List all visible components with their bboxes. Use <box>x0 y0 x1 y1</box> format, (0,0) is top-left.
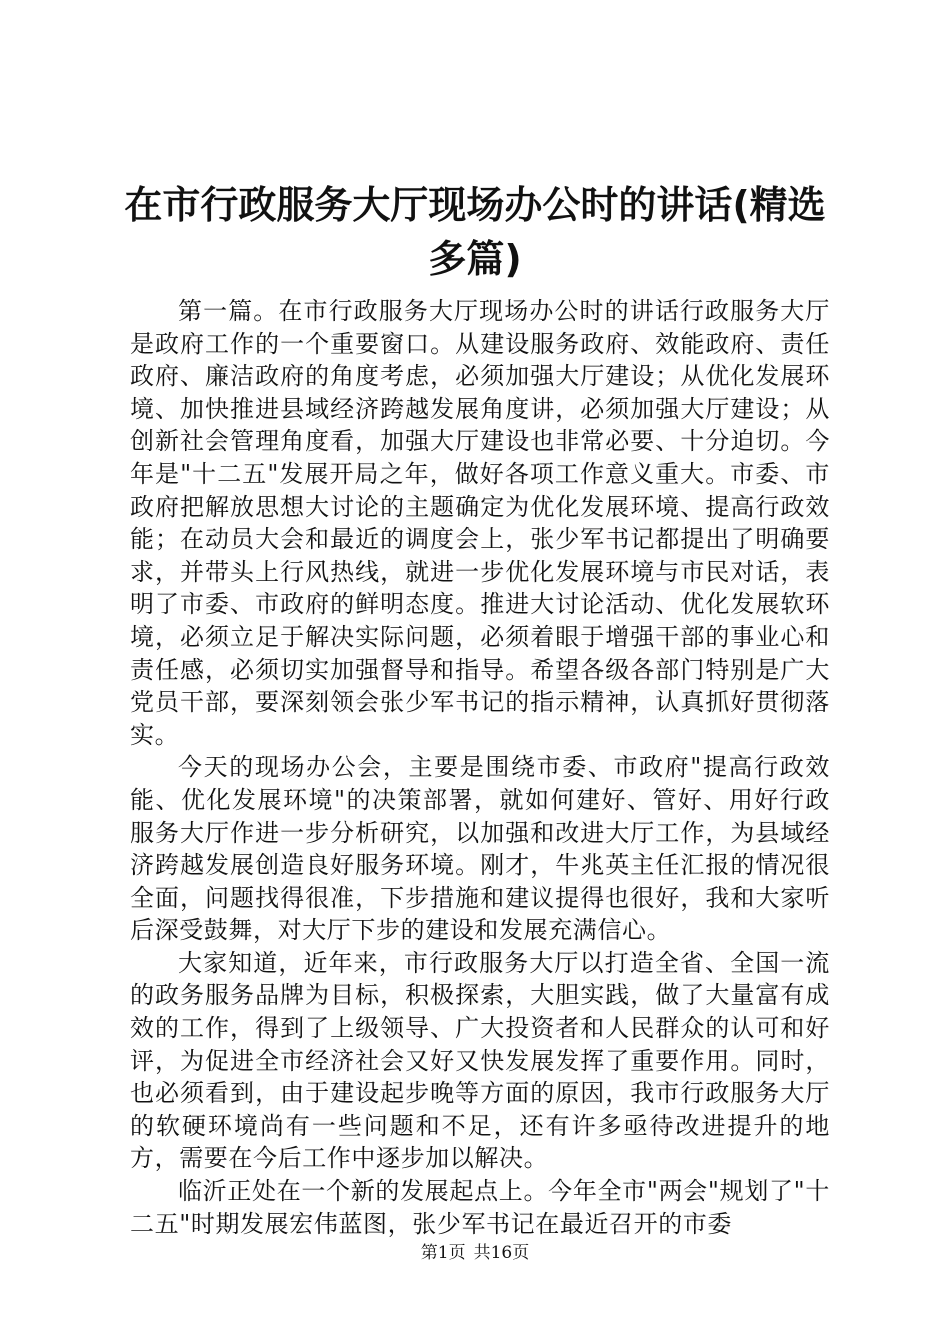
page-footer <box>0 1242 950 1264</box>
page-number: 第1页 <box>420 1243 466 1263</box>
paragraph-1: 第一篇。在市行政服务大厅现场办公时的讲话行政服务大厅是政府工作的一个重要窗口。从建设服务政府、效能政府、责任政府、廉洁政府的角度考虑，必须加强大厅建设；从优化发展环境、加快推进县域经济跨越发展角度讲，必须加强大厅建设；从创新社会管理角度看，加强大厅建设也非常必要、十分迫切。今年是"十二五"发展开局之年，做好各项工作意义重大。市委、市政府把解放思想大讨论的主题确定为优化发展环境、提高行政效能；在动员大会和最近的调度会上，张少军书记都提出了明确要求，并带头上行风热线，就进一步优化发展环境与市民对话，表明了市委、市政府的鲜明态度。推进大讨论活动、优化发展软环境，必须立足于解决实际问题，必须着眼于增强干部的事业心和责任感，必须切实加强督导和指导。希望各级各部门特别是广大党员干部，要深刻领会张少军书记的指示精神，认真抓好贯彻落实。 <box>130 297 830 749</box>
document-title: 在市行政服务大厅现场办公时的讲话(精选多篇) <box>124 183 826 281</box>
paragraph-2: 今天的现场办公会，主要是围绕市委、市政府"提高行政效能、优化发展环境"的决策部署，就如何建好、管好、用好行政服务大厅作进一步分析研究，以加强和改进大厅工作，为县域经济跨越发展创造良好服务环境。刚才，牛兆英主任汇报的情况很全面，问题找得很准，下步措施和建议提得也很好，我和大家听后深受鼓舞，对大厅下步的建设和发展充满信心。 <box>130 753 830 945</box>
paragraph-4: 临沂正处在一个新的发展起点上。今年全市"两会"规划了"十二五"时期发展宏伟蓝图，张少军书记在最近召开的市委 <box>130 1177 830 1238</box>
page-total: 共16页 <box>473 1243 530 1263</box>
paragraph-3: 大家知道，近年来，市行政服务大厅以打造全省、全国一流的政务服务品牌为目标，积极探索，大胆实践，做了大量富有成效的工作，得到了上级领导、广大投资者和人民群众的认可和好评，为促进全市经济社会又好又快发展发挥了重要作用。同时，也必须看到，由于建设起步晚等方面的原因，我市行政服务大厅的软硬环境尚有一些问题和不足，还有许多亟待改进提升的地方，需要在今后工作中逐步加以解决。 <box>130 948 830 1173</box>
document-body <box>130 295 830 1240</box>
